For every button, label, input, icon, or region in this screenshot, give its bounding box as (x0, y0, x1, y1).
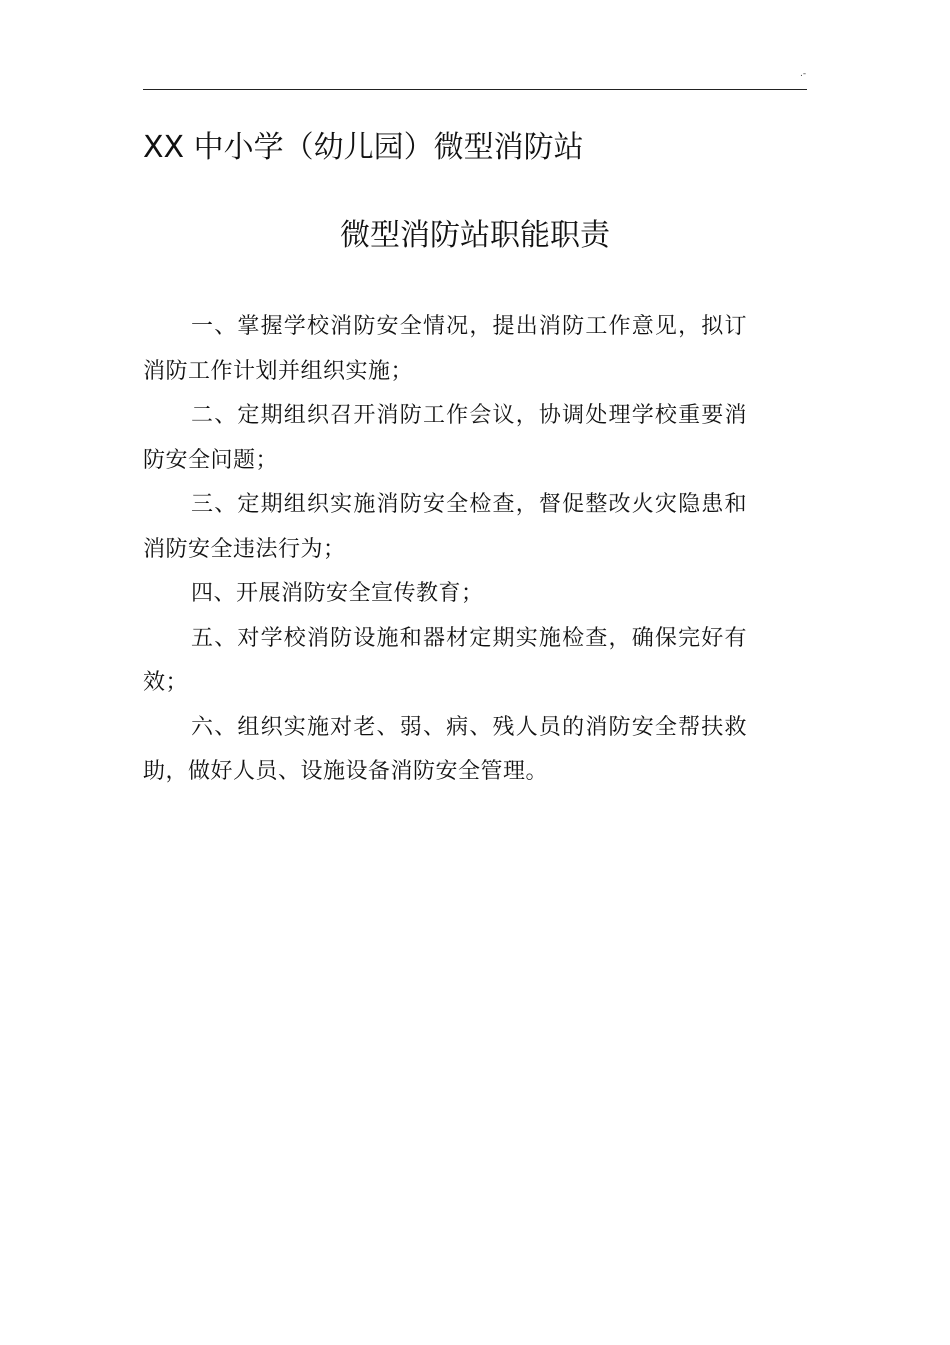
paragraph-2: 二、定期组织召开消防工作会议，协调处理学校重要消防安全问题； (143, 403, 747, 473)
paragraph-1: 一、掌握学校消防安全情况，提出消防工作意见，拟订消防工作计划并组织实施； (143, 314, 747, 384)
paragraph-3: 三、定期组织实施消防安全检查，督促整改火灾隐患和消防安全违法行为； (143, 492, 747, 562)
header-rule (143, 89, 807, 90)
document-subtitle: 微型消防站职能职责 (340, 218, 610, 253)
header-mark: .- (800, 69, 807, 79)
paragraph-6: 六、组织实施对老、弱、病、残人员的消防安全帮扶救助，做好人员、设施设备消防安全管理。 (143, 714, 747, 784)
paragraph-4: 四、开展消防安全宣传教育； (191, 581, 484, 606)
paragraph-5: 五、对学校消防设施和器材定期实施检查，确保完好有效； (143, 625, 747, 695)
document-title: XX 中小学（幼儿园）微型消防站 (143, 130, 584, 165)
document-body (143, 305, 747, 795)
